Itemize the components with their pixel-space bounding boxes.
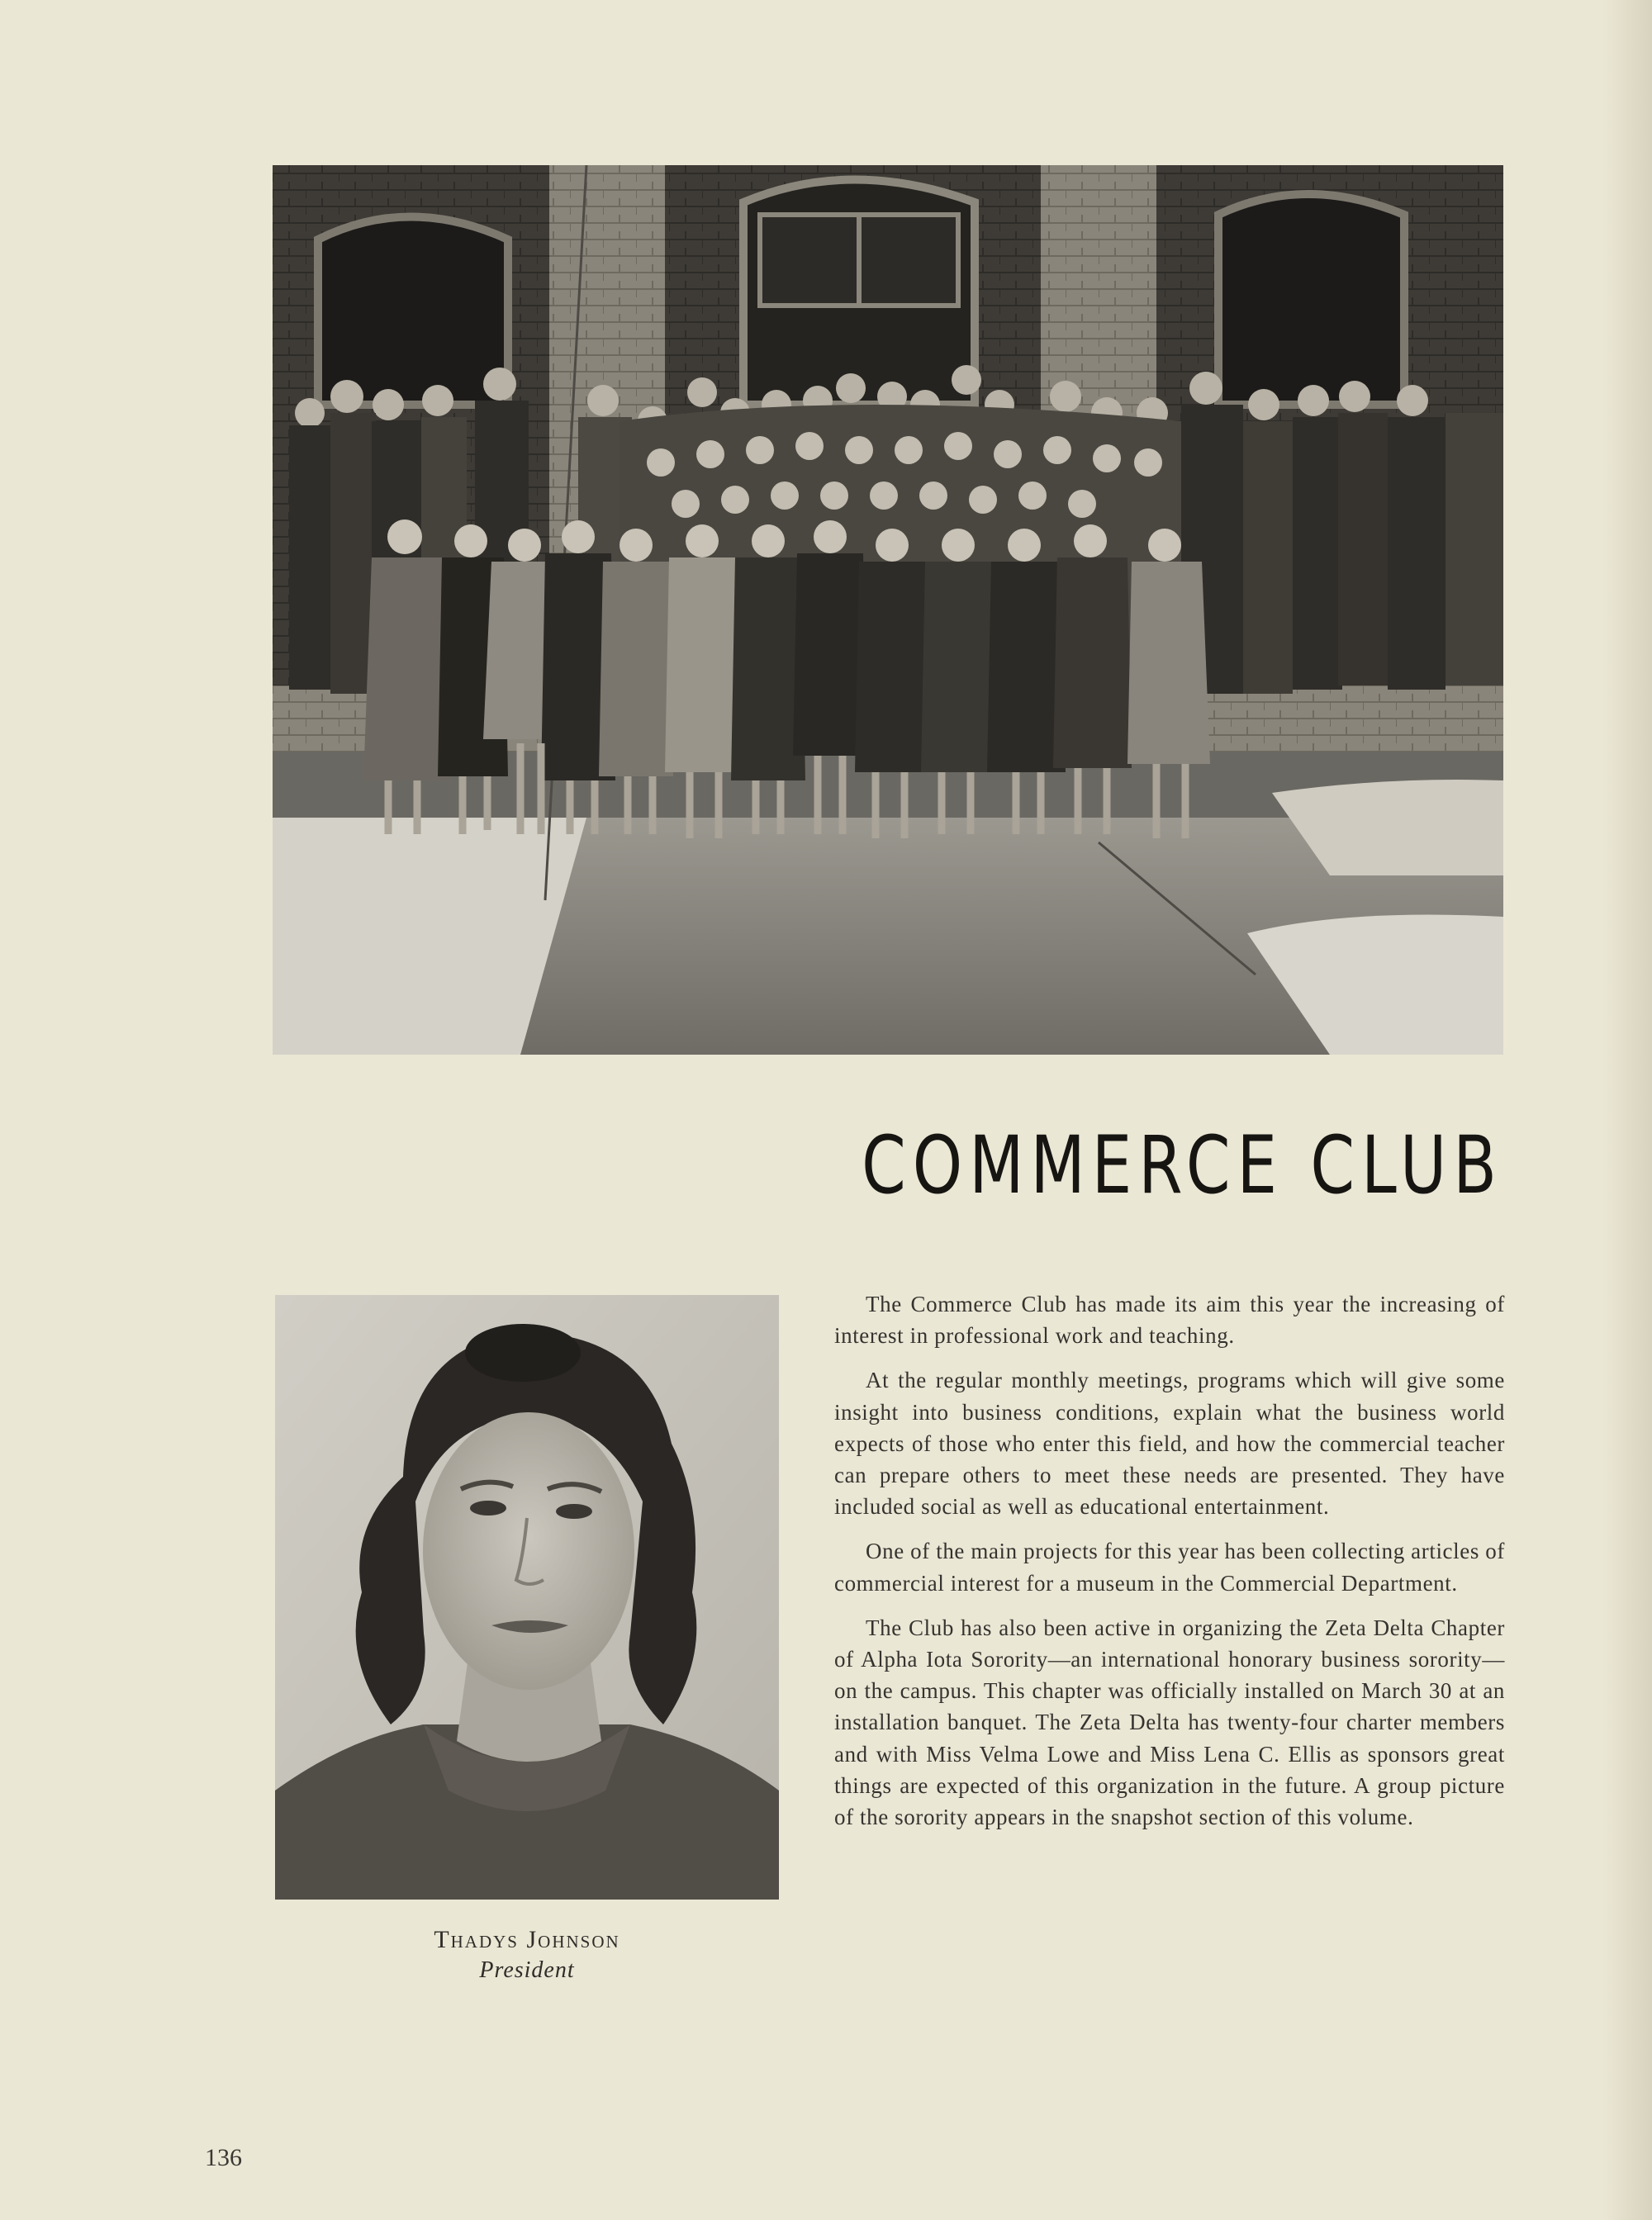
club-title: COMMERCE CLUB — [862, 1119, 1503, 1212]
paragraph: One of the main projects for this year has been collecting articles of commercial interest for a museum in the Commercial Department. — [834, 1539, 1505, 1596]
page-edge-shadow — [1602, 0, 1652, 2220]
club-description — [834, 1288, 1505, 1846]
portrait-caption — [275, 1924, 779, 1985]
president-name: Thadys Johnson — [434, 1926, 620, 1953]
president-portrait — [275, 1295, 779, 1900]
paragraph: At the regular monthly meetings, programs which will give some insight into business conditions, explain what the business world expects of those who enter this field, and how the commercial teacher can prepare others to meet these needs are presented. They have included social as well as educational entertainment. — [834, 1368, 1505, 1520]
president-title: President — [479, 1957, 575, 1983]
group-photo — [273, 165, 1503, 1055]
paragraph: The Commerce Club has made its aim this year the increasing of interest in professional work and teaching. — [834, 1292, 1505, 1349]
page-number: 136 — [205, 2144, 242, 2171]
paragraph: The Club has also been active in organizing the Zeta Delta Chapter of Alpha Iota Sorority—an international honorary business sorority—on the campus. This chapter was officially installed on March 30 at an installation banquet. The Zeta Delta has twenty-four charter members and with Miss Velma Lowe and Miss Lena C. Ellis as sponsors great things are expected of this organization in the future. A group picture of the sorority appears in the snapshot section of this volume. — [834, 1615, 1505, 1830]
